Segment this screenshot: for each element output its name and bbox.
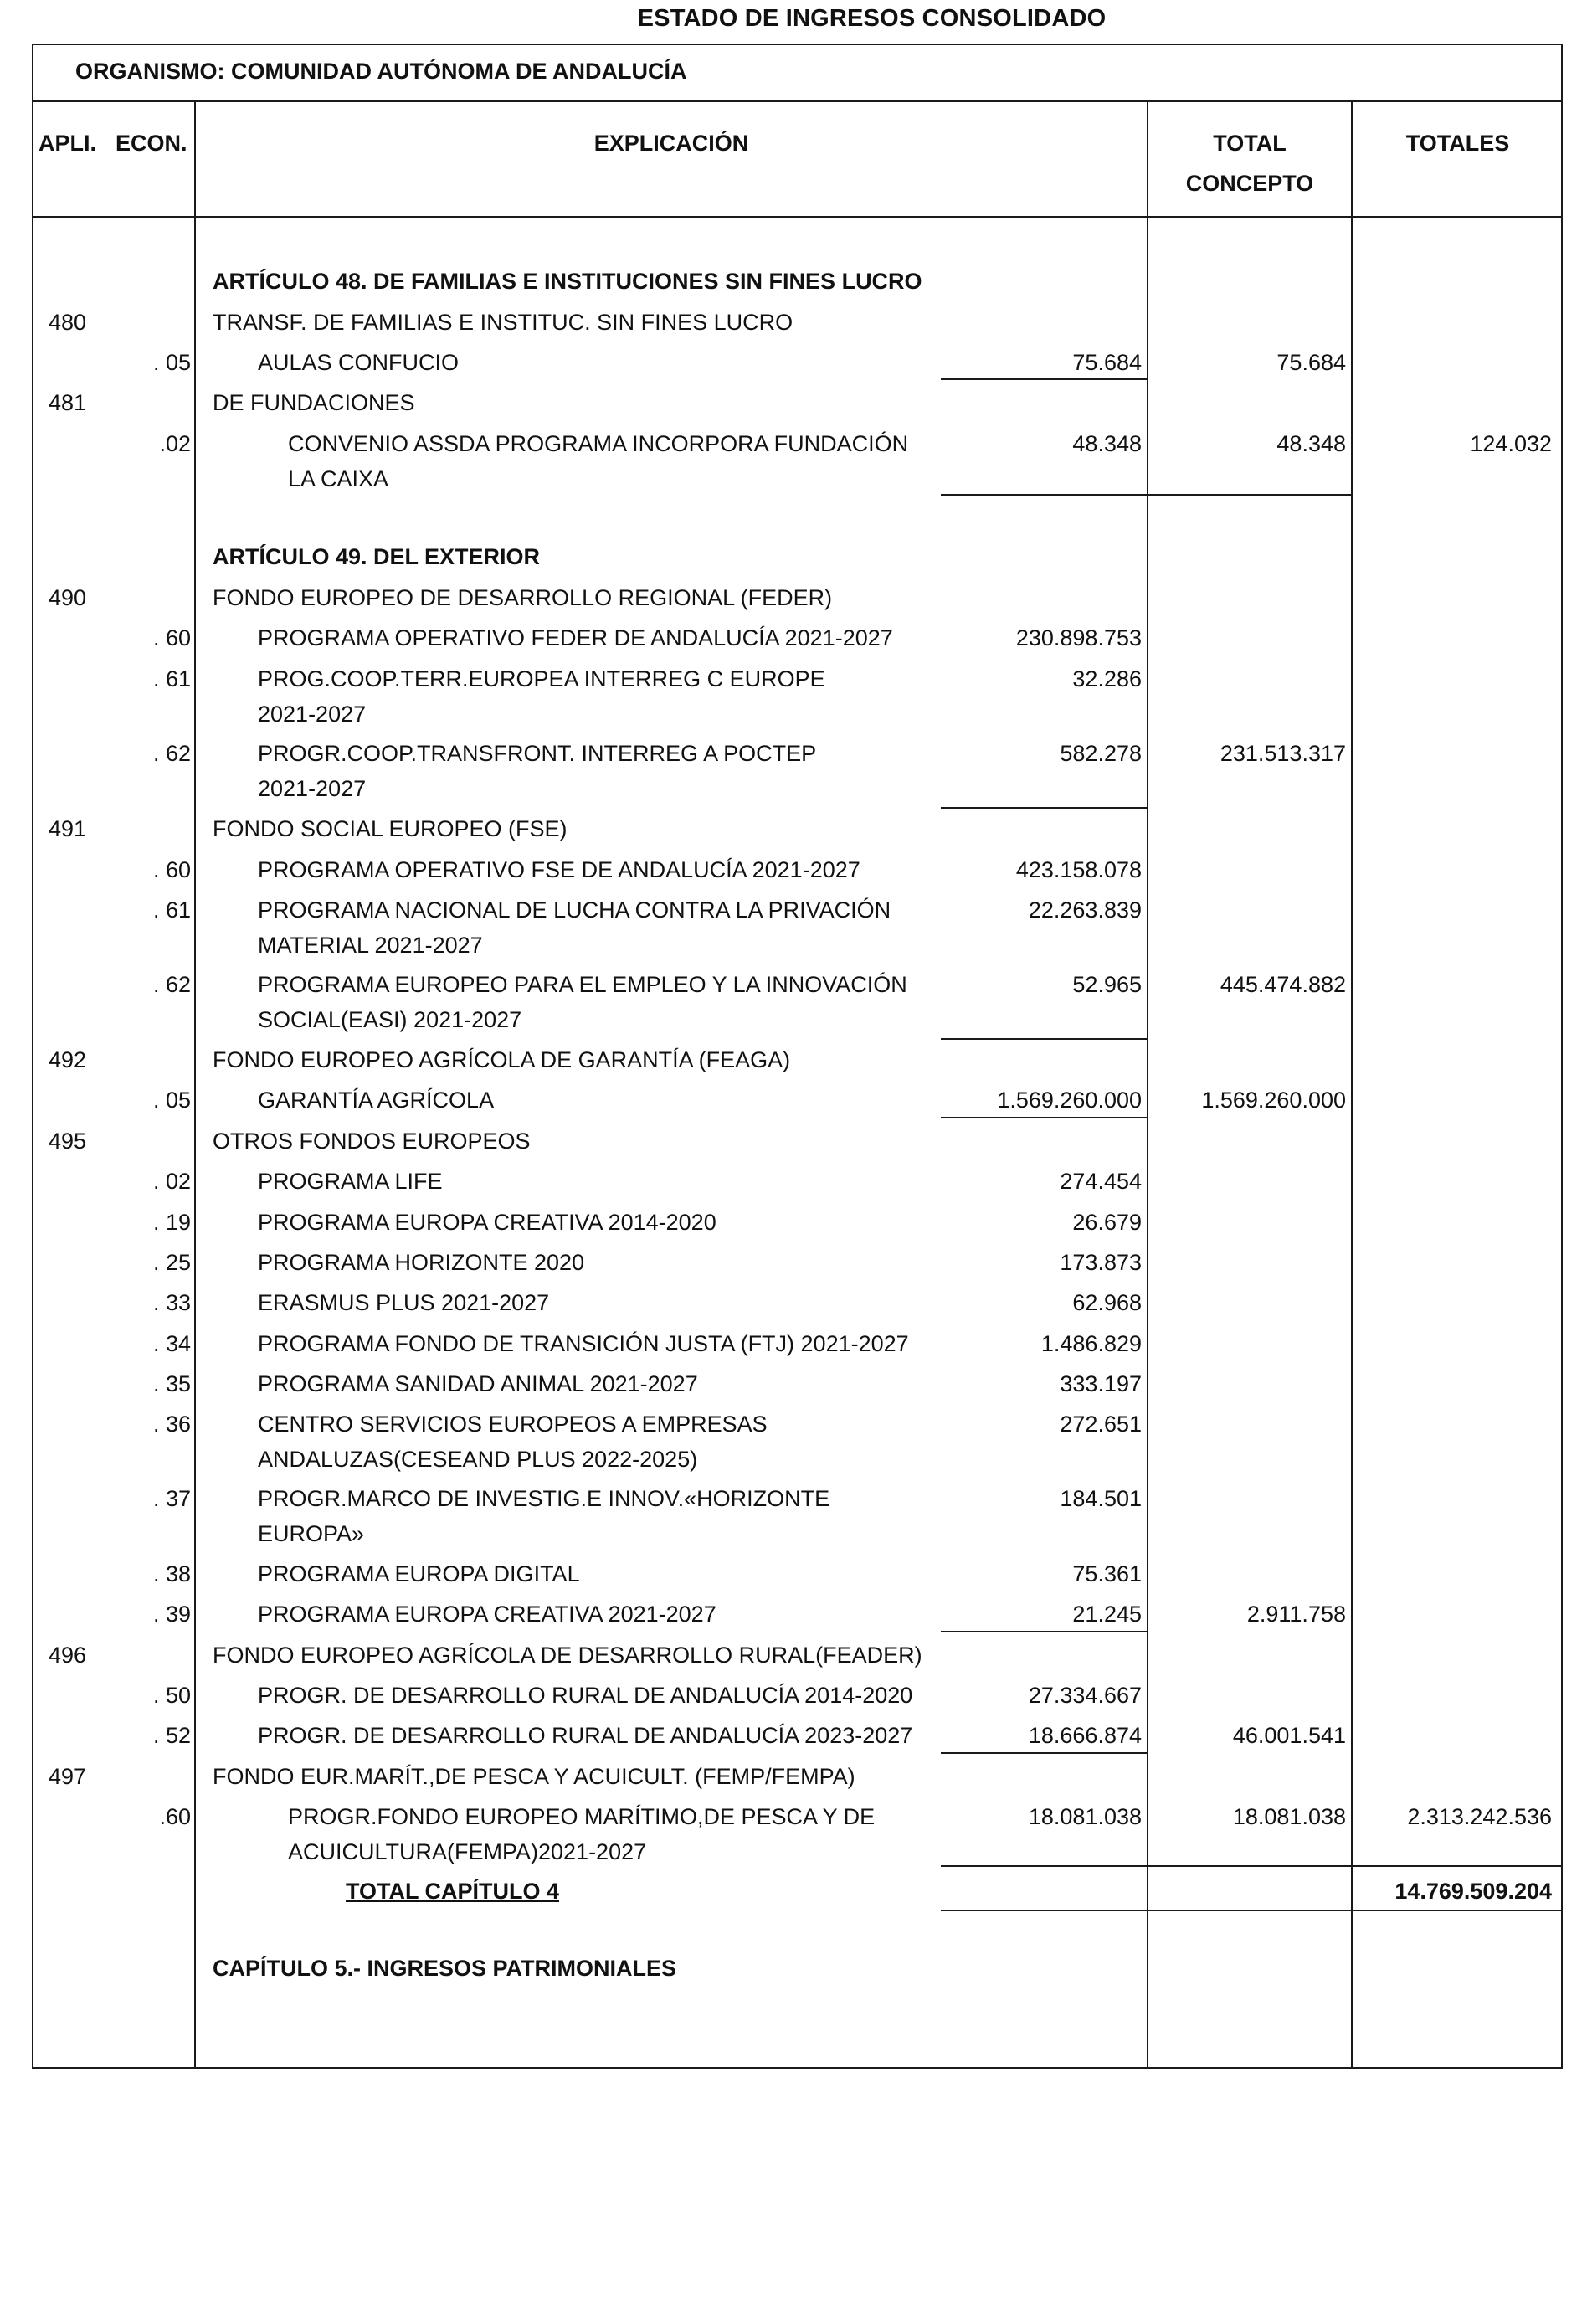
row-econ-code: . 37 <box>152 1486 191 1511</box>
header-explicacion: EXPLICACIÓN <box>593 131 749 156</box>
row-explicacion: PROG.COOP.TERR.EUROPEA INTERREG C EUROPE <box>258 666 825 692</box>
row-explicacion: PROGRAMA HORIZONTE 2020 <box>258 1250 585 1275</box>
row-totales: 14.769.509.204 <box>1394 1879 1552 1904</box>
subtotal-rule <box>941 1910 1563 1911</box>
row-amount: 423.158.078 <box>1015 857 1142 882</box>
row-explicacion: PROGR. DE DESARROLLO RURAL DE ANDALUCÍA 2023-2027 <box>258 1723 913 1748</box>
row-econ-code: . 62 <box>152 741 191 766</box>
row-explicacion: PROGRAMA EUROPA CREATIVA 2021-2027 <box>258 1602 716 1627</box>
column-divider-totales <box>1351 100 1353 2069</box>
row-econ-code: . 05 <box>152 350 191 375</box>
row-amount: 62.968 <box>1072 1290 1142 1315</box>
row-amount: 272.651 <box>1060 1411 1142 1437</box>
row-econ-code: . 38 <box>152 1561 191 1586</box>
row-explicacion: 2021-2027 <box>258 702 367 727</box>
row-explicacion: CENTRO SERVICIOS EUROPEOS A EMPRESAS <box>258 1411 768 1437</box>
row-econ-code: . 19 <box>152 1210 191 1235</box>
row-econ-code: . 61 <box>152 666 191 692</box>
row-explicacion: PROGR.FONDO EUROPEO MARÍTIMO,DE PESCA Y DE <box>288 1804 876 1829</box>
row-total-concepto: 1.569.260.000 <box>1201 1087 1346 1113</box>
row-econ-code: . 50 <box>152 1683 191 1708</box>
header-bottom-rule <box>32 216 1563 218</box>
row-econ-code: . 25 <box>152 1250 191 1275</box>
row-explicacion: AULAS CONFUCIO <box>258 350 460 375</box>
row-apli-code: 490 <box>49 585 87 610</box>
row-explicacion: PROGR.MARCO DE INVESTIG.E INNOV.«HORIZONTE <box>258 1486 830 1511</box>
row-amount: 52.965 <box>1072 972 1142 997</box>
row-apli-code: 480 <box>49 310 87 335</box>
row-explicacion: DE FUNDACIONES <box>213 390 415 415</box>
row-amount: 1.486.829 <box>1040 1331 1142 1356</box>
row-econ-code: . 35 <box>152 1371 191 1396</box>
row-amount: 230.898.753 <box>1015 625 1142 650</box>
row-explicacion: SOCIAL(EASI) 2021-2027 <box>258 1007 522 1032</box>
row-explicacion: MATERIAL 2021-2027 <box>258 933 483 958</box>
row-explicacion: GARANTÍA AGRÍCOLA <box>258 1087 495 1113</box>
row-explicacion: PROGRAMA NACIONAL DE LUCHA CONTRA LA PRIVACIÓN <box>258 897 891 923</box>
row-totales: 2.313.242.536 <box>1407 1804 1552 1829</box>
row-amount: 32.286 <box>1072 666 1142 692</box>
row-explicacion: FONDO EUR.MARÍT.,DE PESCA Y ACUICULT. (FEMP/FEMPA) <box>213 1764 855 1789</box>
row-explicacion: PROGR. DE DESARROLLO RURAL DE ANDALUCÍA 2014-2020 <box>258 1683 913 1708</box>
header-total-concepto-1: TOTAL <box>1213 131 1287 156</box>
row-amount: 26.679 <box>1072 1210 1142 1235</box>
row-totales: 124.032 <box>1470 431 1552 456</box>
row-amount: 18.081.038 <box>1028 1804 1142 1829</box>
row-apli-code: 495 <box>49 1129 87 1154</box>
row-explicacion: PROGRAMA SANIDAD ANIMAL 2021-2027 <box>258 1371 698 1396</box>
organismo-label: ORGANISMO: COMUNIDAD AUTÓNOMA DE ANDALUCÍA <box>75 59 687 84</box>
row-amount: 184.501 <box>1060 1486 1142 1511</box>
row-total-concepto: 75.684 <box>1276 350 1346 375</box>
row-explicacion: CAPÍTULO 5.- INGRESOS PATRIMONIALES <box>213 1956 677 1981</box>
row-econ-code: .02 <box>159 431 191 456</box>
column-divider-total-concepto <box>1147 100 1148 2069</box>
row-explicacion: EUROPA» <box>258 1521 365 1546</box>
row-explicacion: TRANSF. DE FAMILIAS E INSTITUC. SIN FINES LUCRO <box>213 310 794 335</box>
row-explicacion: PROGRAMA FONDO DE TRANSICIÓN JUSTA (FTJ) 2021-2027 <box>258 1331 909 1356</box>
subtotal-rule <box>941 378 1147 380</box>
row-amount: 18.666.874 <box>1028 1723 1142 1748</box>
row-amount: 21.245 <box>1072 1602 1142 1627</box>
row-amount: 173.873 <box>1060 1250 1142 1275</box>
row-explicacion: ANDALUZAS(CESEAND PLUS 2022-2025) <box>258 1447 698 1472</box>
subtotal-rule <box>941 1865 1563 1867</box>
row-explicacion: 2021-2027 <box>258 776 367 801</box>
row-total-concepto: 2.911.758 <box>1246 1602 1346 1627</box>
subtotal-rule <box>941 1038 1147 1040</box>
subtotal-rule <box>941 494 1351 496</box>
row-explicacion: PROGRAMA LIFE <box>258 1169 443 1194</box>
row-amount: 48.348 <box>1072 431 1142 456</box>
row-explicacion: PROGRAMA EUROPA CREATIVA 2014-2020 <box>258 1210 716 1235</box>
row-explicacion: ARTÍCULO 49. DEL EXTERIOR <box>213 544 541 569</box>
row-explicacion: FONDO EUROPEO DE DESARROLLO REGIONAL (FEDER) <box>213 585 833 610</box>
row-econ-code: . 52 <box>152 1723 191 1748</box>
row-econ-code: . 05 <box>152 1087 191 1113</box>
header-total-concepto-2: CONCEPTO <box>1185 171 1314 196</box>
row-explicacion: FONDO EUROPEO AGRÍCOLA DE GARANTÍA (FEAGA) <box>213 1047 791 1072</box>
row-econ-code: . 60 <box>152 625 191 650</box>
row-total-concepto: 445.474.882 <box>1220 972 1346 997</box>
row-explicacion: ARTÍCULO 48. DE FAMILIAS E INSTITUCIONES SIN FINES LUCRO <box>213 269 922 294</box>
subtotal-rule <box>941 1752 1147 1754</box>
row-econ-code: . 60 <box>152 857 191 882</box>
row-amount: 274.454 <box>1060 1169 1142 1194</box>
row-explicacion: TOTAL CAPÍTULO 4 <box>346 1879 560 1904</box>
row-total-concepto: 48.348 <box>1276 431 1346 456</box>
row-explicacion: FONDO EUROPEO AGRÍCOLA DE DESARROLLO RURAL(FEADER) <box>213 1643 922 1668</box>
row-apli-code: 492 <box>49 1047 87 1072</box>
row-explicacion: PROGRAMA OPERATIVO FSE DE ANDALUCÍA 2021-2027 <box>258 857 860 882</box>
row-econ-code: . 61 <box>152 897 191 923</box>
row-explicacion: LA CAIXA <box>288 466 389 491</box>
row-explicacion: PROGRAMA EUROPEO PARA EL EMPLEO Y LA INNOVACIÓN <box>258 972 907 997</box>
row-explicacion: OTROS FONDOS EUROPEOS <box>213 1129 531 1154</box>
row-econ-code: . 39 <box>152 1602 191 1627</box>
header-econ: ECON. <box>116 131 187 156</box>
row-apli-code: 491 <box>49 816 87 841</box>
row-explicacion: PROGR.COOP.TRANSFRONT. INTERREG A POCTEP <box>258 741 817 766</box>
row-econ-code: . 62 <box>152 972 191 997</box>
row-apli-code: 496 <box>49 1643 87 1668</box>
row-econ-code: .60 <box>159 1804 191 1829</box>
header-totales: TOTALES <box>1405 131 1510 156</box>
document-title: ESTADO DE INGRESOS CONSOLIDADO <box>637 5 1107 32</box>
header-apli: APLI. <box>39 131 97 156</box>
row-explicacion: PROGRAMA OPERATIVO FEDER DE ANDALUCÍA 2021-2027 <box>258 625 893 650</box>
subtotal-rule <box>941 807 1147 809</box>
row-amount: 333.197 <box>1060 1371 1142 1396</box>
row-amount: 22.263.839 <box>1028 897 1142 923</box>
row-amount: 582.278 <box>1060 741 1142 766</box>
row-econ-code: . 36 <box>152 1411 191 1437</box>
column-divider-explicacion <box>194 100 196 2069</box>
row-econ-code: . 33 <box>152 1290 191 1315</box>
row-total-concepto: 46.001.541 <box>1232 1723 1346 1748</box>
row-amount: 75.361 <box>1072 1561 1142 1586</box>
row-apli-code: 481 <box>49 390 87 415</box>
subtotal-rule <box>941 1117 1147 1118</box>
row-econ-code: . 34 <box>152 1331 191 1356</box>
row-explicacion: ERASMUS PLUS 2021-2027 <box>258 1290 550 1315</box>
row-total-concepto: 231.513.317 <box>1220 741 1346 766</box>
row-explicacion: FONDO SOCIAL EUROPEO (FSE) <box>213 816 568 841</box>
row-total-concepto: 18.081.038 <box>1232 1804 1346 1829</box>
row-econ-code: . 02 <box>152 1169 191 1194</box>
row-explicacion: PROGRAMA EUROPA DIGITAL <box>258 1561 580 1586</box>
row-explicacion: CONVENIO ASSDA PROGRAMA INCORPORA FUNDACIÓN <box>288 431 909 456</box>
subtotal-rule <box>941 1631 1147 1632</box>
row-amount: 1.569.260.000 <box>997 1087 1142 1113</box>
row-explicacion: ACUICULTURA(FEMPA)2021-2027 <box>288 1839 647 1864</box>
row-amount: 27.334.667 <box>1028 1683 1142 1708</box>
row-amount: 75.684 <box>1072 350 1142 375</box>
row-apli-code: 497 <box>49 1764 87 1789</box>
